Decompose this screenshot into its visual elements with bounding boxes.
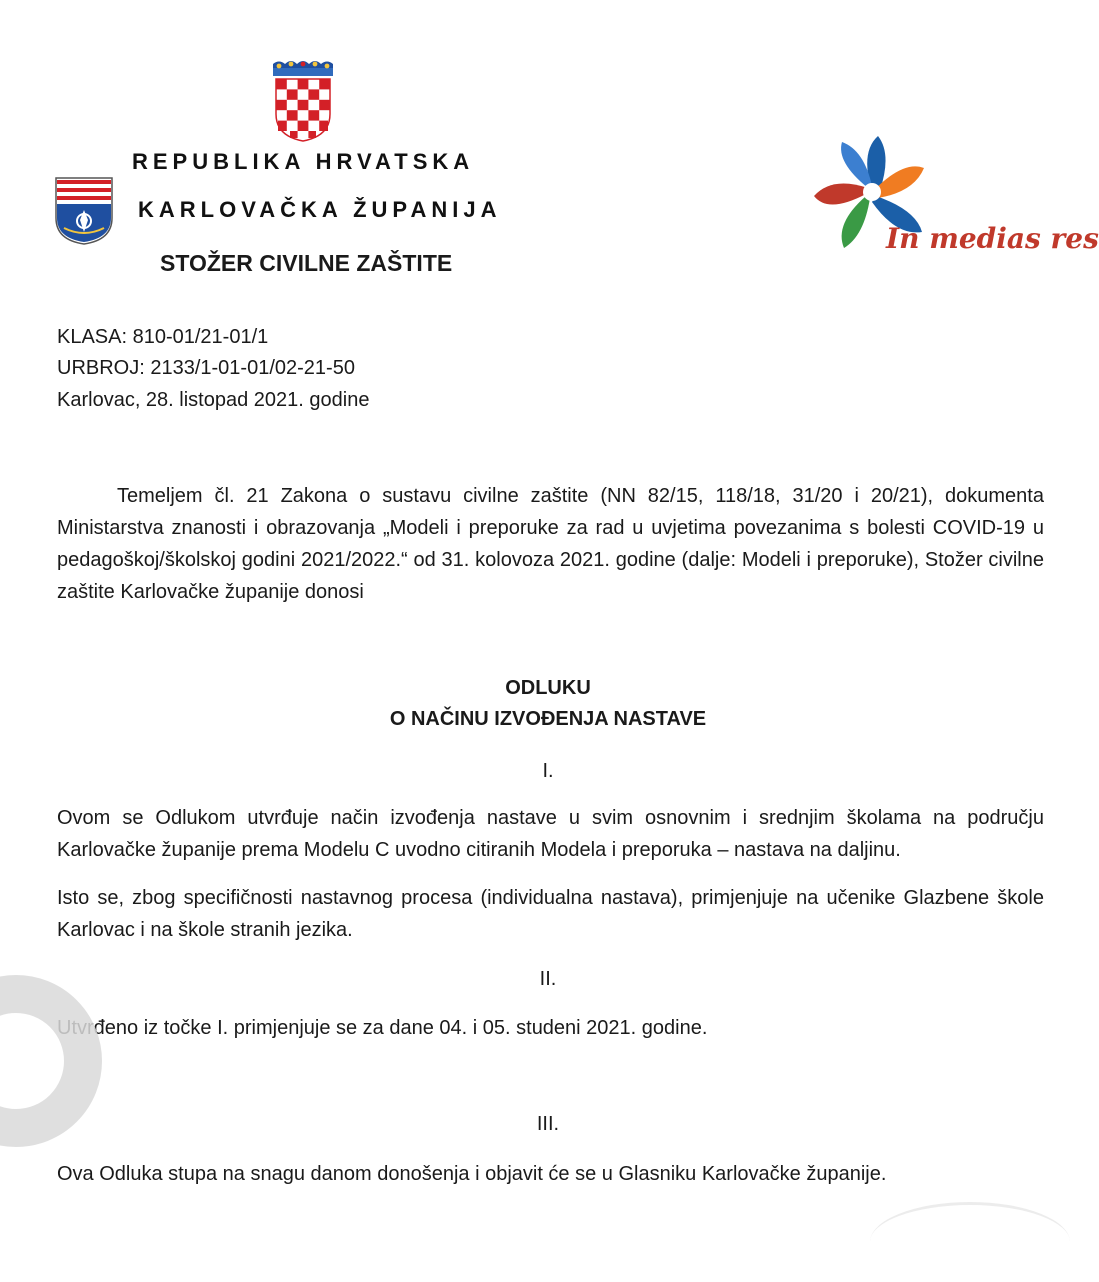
header-republic: REPUBLIKA HRVATSKA xyxy=(132,149,475,174)
section-numeral-ii: II. xyxy=(539,968,557,990)
logo-tagline: In medias res xyxy=(886,222,1099,255)
header-civil-protection: STOŽER CIVILNE ZAŠTITE xyxy=(160,250,453,276)
section-numeral-i: I. xyxy=(542,760,554,782)
karlovac-county-coat-of-arms xyxy=(54,176,114,246)
date-place: Karlovac, 28. listopad 2021. godine xyxy=(57,389,370,411)
klasa: KLASA: 810-01/21-01/1 xyxy=(57,326,269,348)
header-county: KARLOVAČKA ŽUPANIJA xyxy=(138,197,502,222)
section-numeral-iii: III. xyxy=(536,1113,560,1135)
section-i-paragraph-1: Ovom se Odlukom utvrđuje način izvođenja nastave u svim osnovnim i srednjim školama na području Karlovačke županije prema Modelu C uvodno citiranih Modela i preporuka – nastava na daljinu. xyxy=(57,807,1044,861)
scan-corner-shadow xyxy=(870,1202,1070,1282)
in-medias-res-logo xyxy=(812,132,1099,264)
decision-title: ODLUKU xyxy=(505,677,591,699)
section-ii-paragraph: Utvrđeno iz točke I. primjenjuje se za dane 04. i 05. studeni 2021. godine. xyxy=(57,1017,708,1039)
section-i-paragraph-2: Isto se, zbog specifičnosti nastavnog procesa (individualna nastava), primjenjuje na učenike Glazbene škole Karlovac i na škole stranih jezika. xyxy=(57,887,1044,941)
urbroj: URBROJ: 2133/1-01-01/02-21-50 xyxy=(57,357,355,379)
preamble: Temeljem čl. 21 Zakona o sustavu civilne zaštite (NN 82/15, 118/18, 31/20 i 20/21), dokumenta Ministarstva znanosti i obrazovanja „Modeli i preporuke za rad u uvjetima povezanima s bolesti COVID-19 u pedagoškoj/školskoj godini 2021/2022.“ od 31. kolovoza 2021. godine (dalje: Modeli i preporuke), Stožer civilne zaštite Karlovačke županije donosi xyxy=(57,485,1044,603)
croatian-coat-of-arms xyxy=(270,56,336,142)
decision-subtitle: O NAČINU IZVOĐENJA NASTAVE xyxy=(389,708,707,730)
section-iii-paragraph: Ova Odluka stupa na snagu danom donošenja i objavit će se u Glasniku Karlovačke županije. xyxy=(57,1163,887,1185)
